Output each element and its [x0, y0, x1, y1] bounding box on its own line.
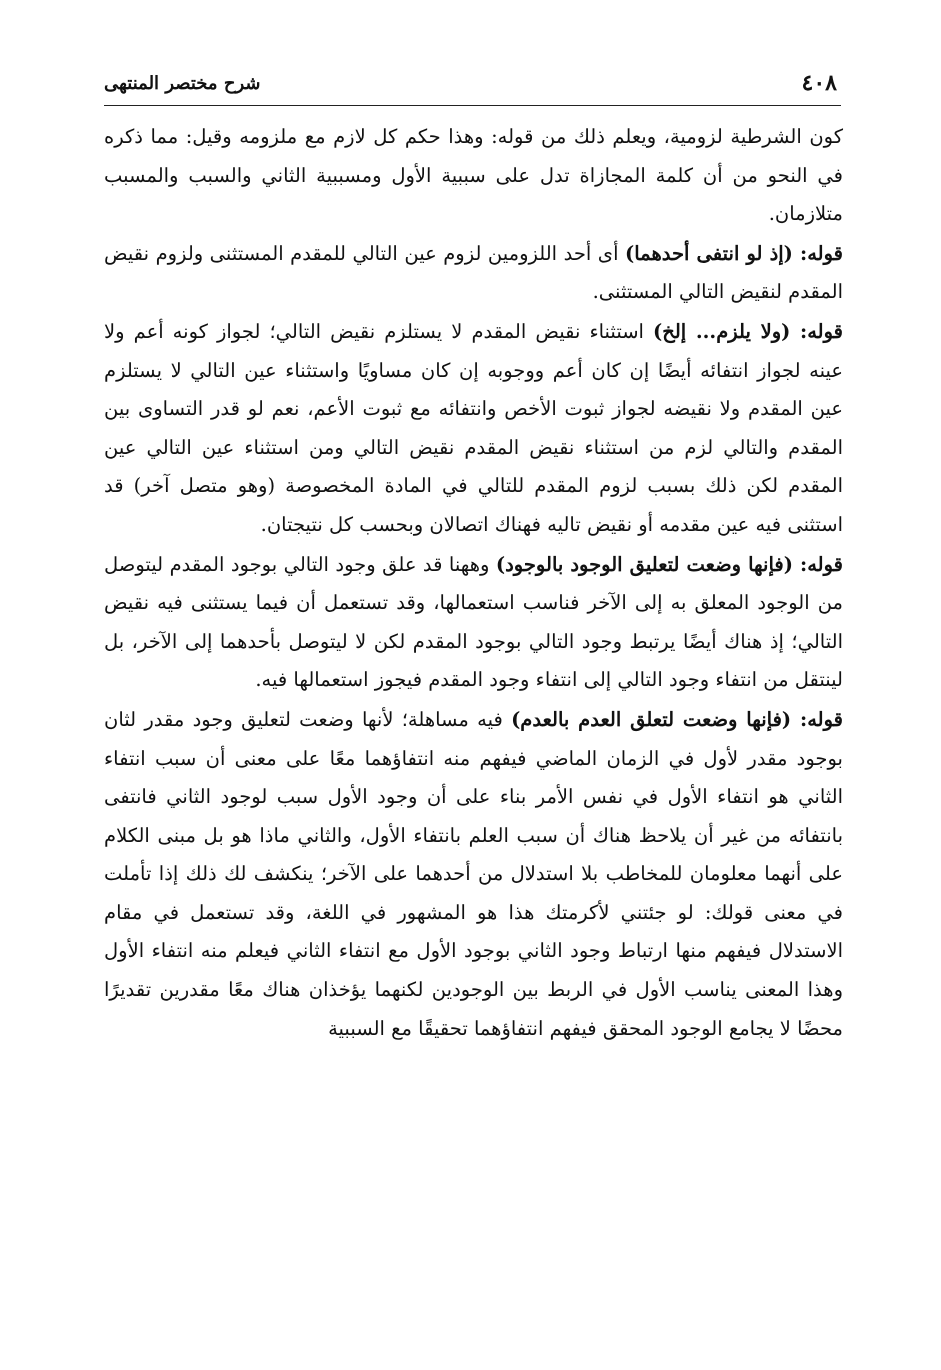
header-rule	[104, 105, 841, 106]
paragraph-quote: (فإنها وضعت لتعليق الوجود بالوجود)	[495, 552, 793, 576]
page-header	[104, 64, 837, 104]
paragraph-text: فيه مساهلة؛ لأنها وضعت لتعليق وجود مقدر لثان بوجود مقدر لأول في الزمان الماضي فيفهم منه انتفاؤهما معًا على معنى أن سبب انتفاء الثاني هو انتفاء الأول في نفس الأمر بناء على أن وجود الأول سبب لوجود الثاني فانتفى بانتفائه من غير أن يلاحظ هناك أن سبب العلم بانتفاء الأول، والثاني ماذا هو بل مبنى الكلام على أنهما معلومان للمخاطب بلا استدلال من أحدهما على الآخر؛ ينكشف لك ذلك إذا تأملت في معنى قولك: لو جئتني لأكرمتك هذا هو المشهور في اللغة، وقد تستعمل في مقام الاستدلال فيفهم منها ارتباط وجود الثاني بوجود الأول مع انتفاء الثاني فيعلم منه انتفاء الأول وهذا المعنى يناسب الأول في الربط بين الوجودين لكنهما يؤخذان هناك معًا مقدرين تقديرًا محضًا لا يجامع الوجود المحقق فيفهم انتفاؤهما تحقيقًا مع السببية	[104, 707, 843, 1040]
paragraph-quote: (فإنها وضعت لتعلق العدم بالعدم)	[511, 707, 792, 731]
paragraph-quote: (إذ لو انتفى أحدهما)	[625, 241, 793, 265]
paragraph-text: وههنا قد علق وجود التالي بوجود المقدم ليتوصل من الوجود المعلق به إلى الآخر فناسب استعمالها، وقد تستعمل أن فيما يستثنى فيه نقيض التالي؛ إذ هناك أيضًا يرتبط وجود التالي بوجود المقدم لكن لا ليتوصل بأحدهما إلى الآخر، بل لينتقل من انتفاء وجود التالي إلى انتفاء وجود المقدم فيجوز استعمالها فيه.	[104, 552, 843, 692]
paragraph-3	[104, 313, 843, 545]
page-number: ٤٠٨	[801, 70, 837, 96]
paragraph-lead: قوله:	[792, 552, 843, 576]
body-text	[104, 118, 843, 1048]
paragraph-text: كون الشرطية لزومية، ويعلم ذلك من قوله: وهذا حكم كل لازم مع ملزومه وقيل: مما ذكره في النحو من أن كلمة المجازاة تدل على سببية الأول ومسببية الثاني والسبب والمسبب متلازمان.	[104, 125, 843, 226]
paragraph-1	[104, 118, 843, 234]
paragraph-lead: قوله:	[790, 319, 843, 343]
paragraph-quote: (ولا يلزم... إلخ)	[653, 319, 791, 343]
paragraph-4	[104, 546, 843, 700]
paragraph-2	[104, 235, 843, 312]
running-title: شرح مختصر المنتهى	[104, 73, 261, 94]
paragraph-lead: قوله:	[791, 707, 844, 731]
paragraph-5	[104, 701, 843, 1048]
paragraph-text: استثناء نقيض المقدم لا يستلزم نقيض التالي؛ لجواز كونه أعم ولا عينه لجواز انتفائه أيضًا إن كان أعم ووجوبه إن كان مساويًا واستثناء عين التالي لا يستلزم عين المقدم ولا نقيضه لجواز ثبوت الأخص وانتفائه مع ثبوت الأعم، نعم لو قدر التساوى بين المقدم والتالي لزم من استثناء نقيض المقدم نقيض التالي ومن استثناء عين التالي عين المقدم لكن ذلك بسبب لزوم المقدم للتالي في المادة المخصوصة (وهو متصل آخر) قد استثنى فيه عين مقدمه أو نقيض تاليه فهناك اتصالان وبحسب كل نتيجتان.	[104, 319, 843, 536]
paragraph-lead: قوله:	[792, 241, 844, 265]
paragraph-text: أى أحد اللزومين لزوم عين التالي للمقدم المستثنى ولزوم نقيض المقدم لنقيض التالي المستثنى.	[104, 241, 843, 304]
